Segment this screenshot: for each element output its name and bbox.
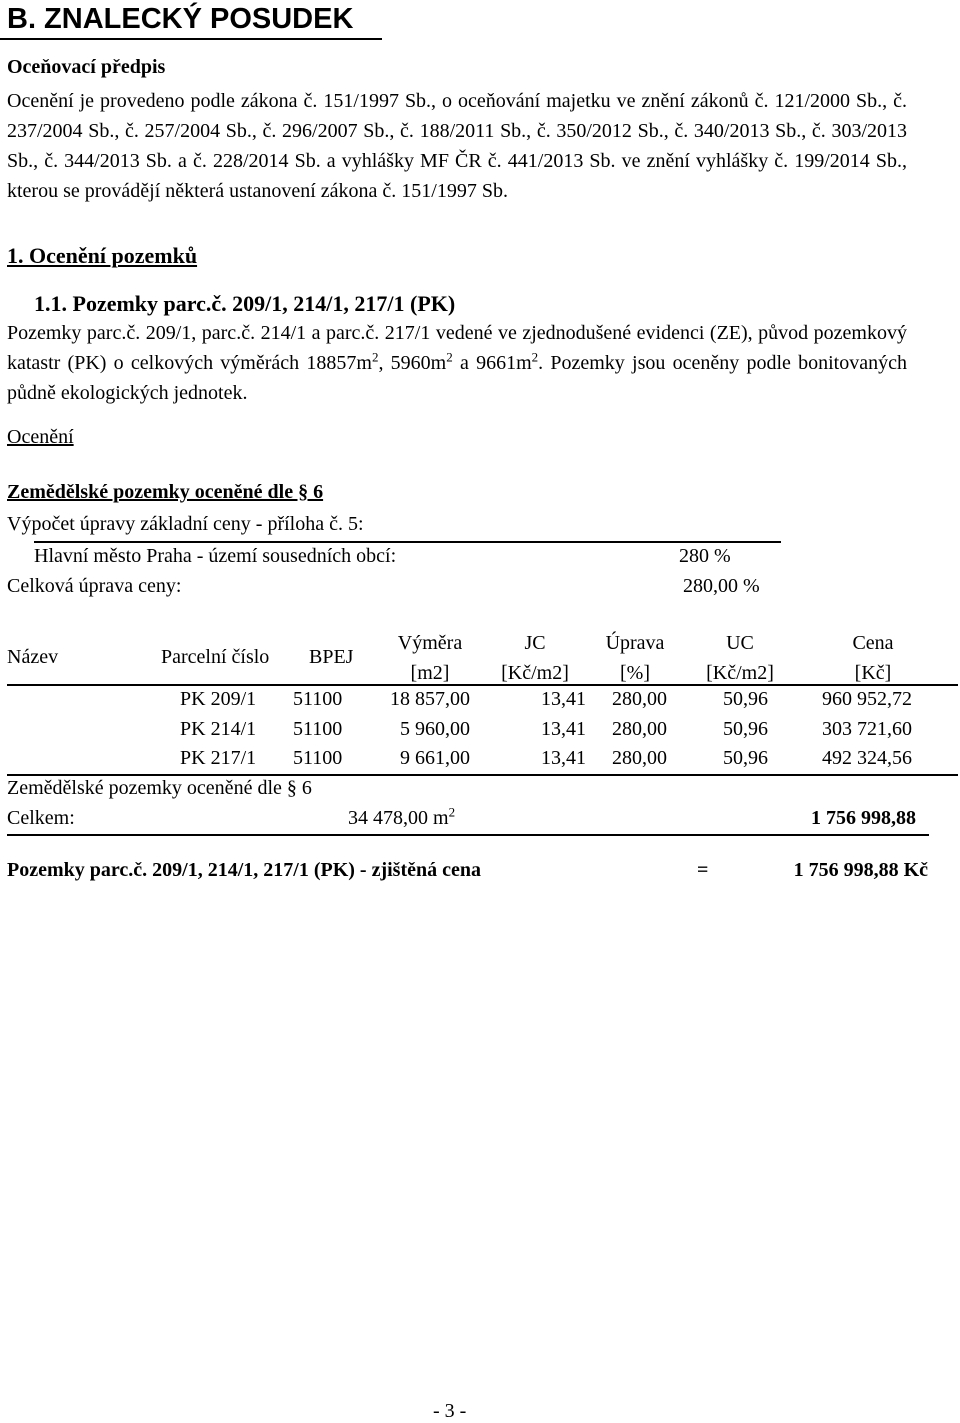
th-cena — [818, 628, 928, 688]
row-uprava: 280,00 — [612, 718, 667, 740]
row-uc: 50,96 — [723, 747, 768, 769]
th-uc — [692, 628, 788, 688]
para-text-3: a 9661m — [452, 352, 532, 374]
summary-equals: = — [697, 859, 709, 881]
sup-2: 2 — [446, 349, 453, 365]
row-uprava: 280,00 — [612, 747, 667, 769]
row-vymera: 9 661,00 — [400, 747, 470, 769]
section-heading: Oceňovací předpis — [7, 56, 166, 78]
row-vymera: 5 960,00 — [400, 718, 470, 740]
row-parcel: PK 209/1 — [180, 688, 257, 710]
th-jc — [490, 628, 580, 688]
row-bpej: 51100 — [293, 718, 343, 740]
zemedelske-heading: Zemědělské pozemky oceněné dle § 6 — [7, 481, 324, 503]
celkem-area — [348, 804, 456, 830]
th-vymera — [372, 628, 488, 688]
row-vymera: 18 857,00 — [390, 688, 470, 710]
row-jc: 13,41 — [541, 718, 586, 740]
sup-3: 2 — [531, 349, 539, 365]
th-cena-2: [Kč] — [854, 662, 892, 684]
section1-heading: 1. Ocenění pozemků — [7, 243, 198, 268]
th-vymera-2: [m2] — [410, 662, 450, 684]
row-cena: 492 324,56 — [822, 747, 912, 769]
celkem-area-value: 34 478,00 m — [348, 807, 449, 829]
th-bpej: BPEJ — [309, 646, 354, 668]
adjustment-label-2: Celková úprava ceny: — [7, 575, 182, 597]
th-uc-2: [Kč/m2] — [706, 662, 774, 684]
table-header-divider — [7, 684, 958, 686]
th-parcelni: Parcelní číslo — [161, 646, 270, 668]
para-text-4: . Pozemky jsou oceněny podle bonitovaných půdně ekologických jednotek. — [7, 352, 907, 404]
row-uprava: 280,00 — [612, 688, 667, 710]
subsection-paragraph — [7, 318, 907, 408]
intro-paragraph: Ocenění je provedeno podle zákona č. 151/1997 Sb., o oceňování majetku ve znění zákonů č. 121/2000 Sb., č. 237/2004 Sb., č. 257/2004 Sb., č. 296/2007 Sb., č. 188/2011 Sb., č. 350/2012 Sb., č. 340/2013 Sb., č. 303/2013 Sb., č. 344/2013 Sb. a č. 228/2014 Sb. a vyhlášky MF ČR č. 441/2013 Sb. ve znění vyhlášky č. 199/2014 Sb., kterou se provádějí některá ustanovení zákona č. 151/1997 Sb. — [7, 90, 907, 202]
row-jc: 13,41 — [541, 747, 586, 769]
th-jc-2: [Kč/m2] — [501, 662, 569, 684]
row-parcel: PK 214/1 — [180, 718, 257, 740]
adjustment-label-1: Hlavní město Praha - území sousedních obcí: — [34, 545, 397, 567]
adjustment-value-1: 280 % — [679, 545, 731, 567]
table-body-divider — [7, 774, 958, 776]
page-title: B. ZNALECKÝ POSUDEK — [7, 3, 354, 35]
row-cena: 960 952,72 — [822, 688, 912, 710]
th-uc-1: UC — [726, 632, 754, 654]
table-footer-label: Zemědělské pozemky oceněné dle § 6 — [7, 777, 312, 799]
vypocet-label: Výpočet úpravy základní ceny - příloha č. 5: — [7, 513, 364, 535]
para-text-2: , 5960m — [378, 352, 447, 374]
adjustment-value-2: 280,00 % — [683, 575, 760, 597]
row-bpej: 51100 — [293, 747, 343, 769]
row-bpej: 51100 — [293, 688, 343, 710]
th-uprava-2: [%] — [620, 662, 650, 684]
th-jc-1: JC — [524, 632, 546, 654]
row-uc: 50,96 — [723, 688, 768, 710]
th-vymera-1: Výměra — [397, 632, 463, 654]
summary-label: Pozemky parc.č. 209/1, 214/1, 217/1 (PK) - zjištěná cena — [7, 859, 481, 881]
row-parcel: PK 217/1 — [180, 747, 257, 769]
row-jc: 13,41 — [541, 688, 586, 710]
celkem-divider — [7, 834, 929, 836]
page-number: - 3 - — [433, 1400, 467, 1422]
summary-value: 1 756 998,88 Kč — [793, 859, 928, 881]
th-cena-1: Cena — [852, 632, 894, 654]
th-uprava — [590, 628, 680, 688]
th-nazev: Název — [7, 646, 59, 668]
title-underline — [0, 38, 382, 40]
row-uc: 50,96 — [723, 718, 768, 740]
celkem-area-sup: 2 — [448, 804, 456, 820]
celkem-label: Celkem: — [7, 807, 75, 829]
para-text-1: Pozemky parc.č. 209/1, parc.č. 214/1 a parc.č. 217/1 vedené ve zjednodušené evidenci (ZE), původ pozemkový katastr (PK) o celkových výměrách 18857m — [7, 322, 907, 374]
subsection-heading: 1.1. Pozemky parc.č. 209/1, 214/1, 217/1 (PK) — [34, 291, 456, 316]
th-uprava-1: Úprava — [605, 632, 665, 654]
row-cena: 303 721,60 — [822, 718, 912, 740]
oceneni-label: Ocenění — [7, 426, 74, 448]
celkem-price: 1 756 998,88 — [811, 807, 916, 829]
adjustment-divider — [34, 541, 781, 543]
sup-1: 2 — [371, 349, 379, 365]
